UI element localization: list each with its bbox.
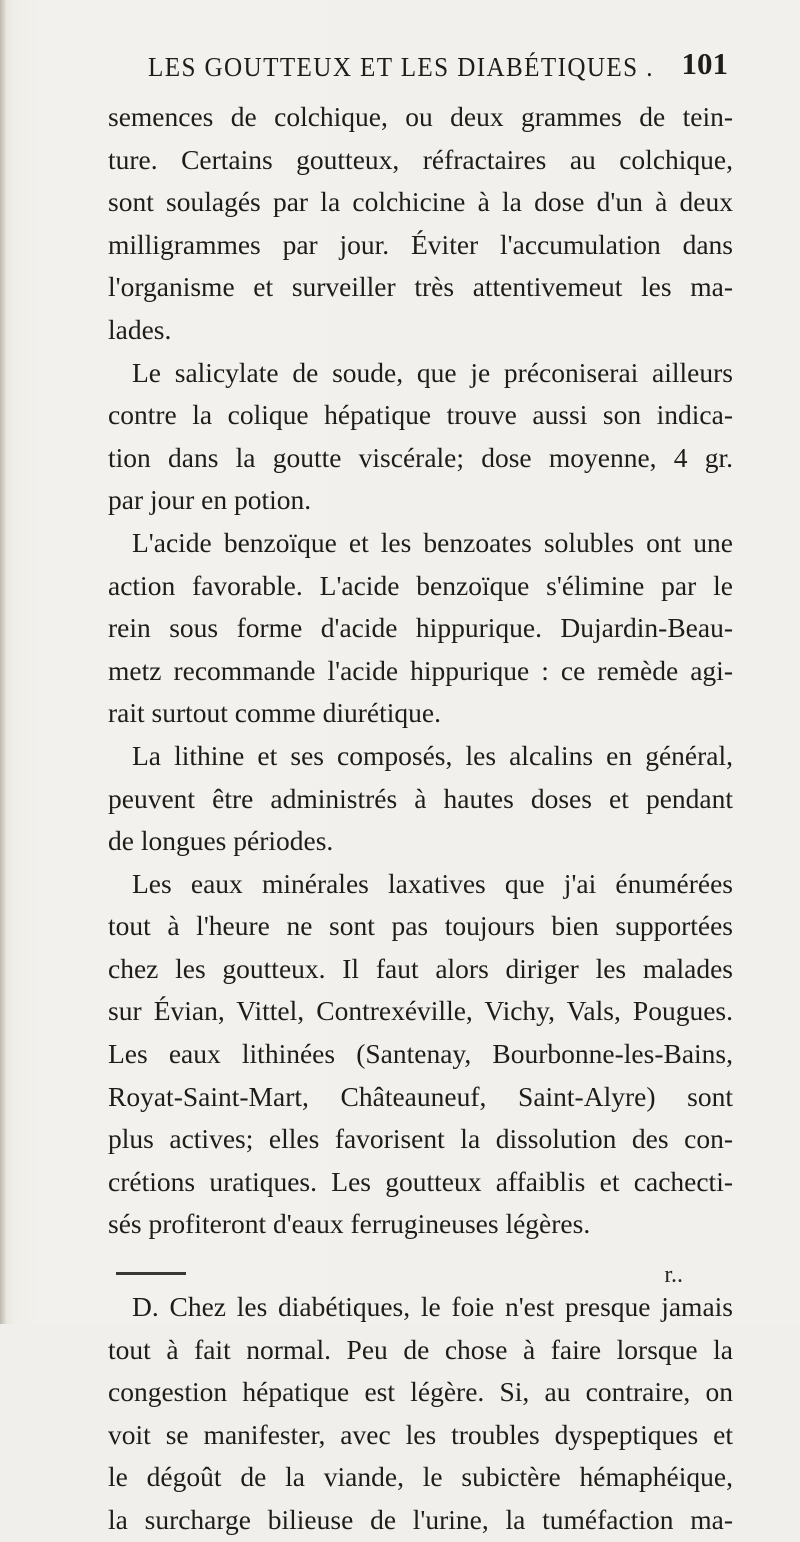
text-line: semences de colchique, ou deux grammes de tein- — [108, 101, 733, 132]
text-line: metz recommande l'acide hippurique : ce remède agi- — [108, 654, 733, 686]
text-line: tout à l'heure ne sont pas toujours bien supportées — [108, 910, 733, 942]
text-line: sont soulagés par la colchicine à la dose d'un à deux — [108, 186, 733, 218]
text-line: tout à fait normal. Peu de chose à faire lorsque la — [108, 1333, 733, 1365]
text-line: Les eaux minérales laxatives que j'ai énumérées — [132, 867, 733, 899]
running-header-title: LES GOUTTEUX ET LES DIABÉTIQUES . — [148, 52, 654, 82]
text-line: Le salicylate de soude, que je préconiserai ailleurs — [132, 356, 733, 388]
text-line: milligrammes par jour. Éviter l'accumulation dans — [108, 228, 733, 260]
page-footer — [108, 1262, 733, 1296]
text-line: le dégoût de la viande, le subictère hémaphéique, — [108, 1461, 733, 1493]
text-line: Les eaux lithinées (Santenay, Bourbonne-les-Bains, — [108, 1038, 733, 1070]
text-line: plus actives; elles favorisent la dissolution des con- — [108, 1123, 733, 1155]
text-line: Royat-Saint-Mart, Châteauneuf, Saint-Alyre) sont — [108, 1080, 733, 1112]
text-line: action favorable. L'acide benzoïque s'élimine par le — [108, 569, 733, 601]
text-line: l'organisme et surveiller très attentivemeut les ma- — [108, 271, 733, 303]
page-binding-edge — [0, 0, 6, 1324]
text-line: voit se manifester, avec les troubles dyspeptiques et — [108, 1418, 733, 1450]
text-line: rein sous forme d'acide hippurique. Dujardin-Beau- — [108, 612, 733, 644]
text-line: congestion hépatique est légère. Si, au contraire, on — [108, 1376, 733, 1408]
body-text — [108, 96, 733, 1542]
text-line: lades. — [108, 313, 172, 345]
text-line: sur Évian, Vittel, Contrexéville, Vichy, Vals, Pougues. — [108, 995, 733, 1027]
text-line: chez les goutteux. Il faut alors diriger les malades — [108, 952, 733, 984]
text-line: sés profiteront d'eaux ferrugineuses légères. — [108, 1208, 591, 1240]
signature-mark: r.. — [664, 1262, 683, 1288]
text-line: tion dans la goutte viscérale; dose moyenne, 4 gr. — [108, 441, 733, 473]
text-line: la surcharge bilieuse de l'urine, la tuméfaction ma- — [108, 1504, 733, 1535]
text-line: peuvent être administrés à hautes doses et pendant — [108, 782, 733, 814]
text-line: La lithine et ses composés, les alcalins en général, — [132, 739, 733, 771]
footer-rule — [116, 1272, 186, 1275]
text-line: crétions uratiques. Les goutteux affaiblis et cachecti- — [108, 1165, 733, 1197]
text-line: D. Chez les diabétiques, le foie n'est presque jamais — [132, 1291, 733, 1323]
text-line: L'acide benzoïque et les benzoates solubles ont une — [132, 526, 733, 558]
page-number: 101 — [681, 46, 728, 81]
text-line: par jour en potion. — [108, 484, 312, 516]
text-line: contre la colique hépatique trouve aussi son indica- — [108, 399, 733, 431]
text-line: de longues périodes. — [108, 825, 334, 857]
text-line: ture. Certains goutteux, réfractaires au colchique, — [108, 143, 733, 175]
text-line: rait surtout comme diurétique. — [108, 697, 441, 729]
running-header — [148, 46, 728, 92]
